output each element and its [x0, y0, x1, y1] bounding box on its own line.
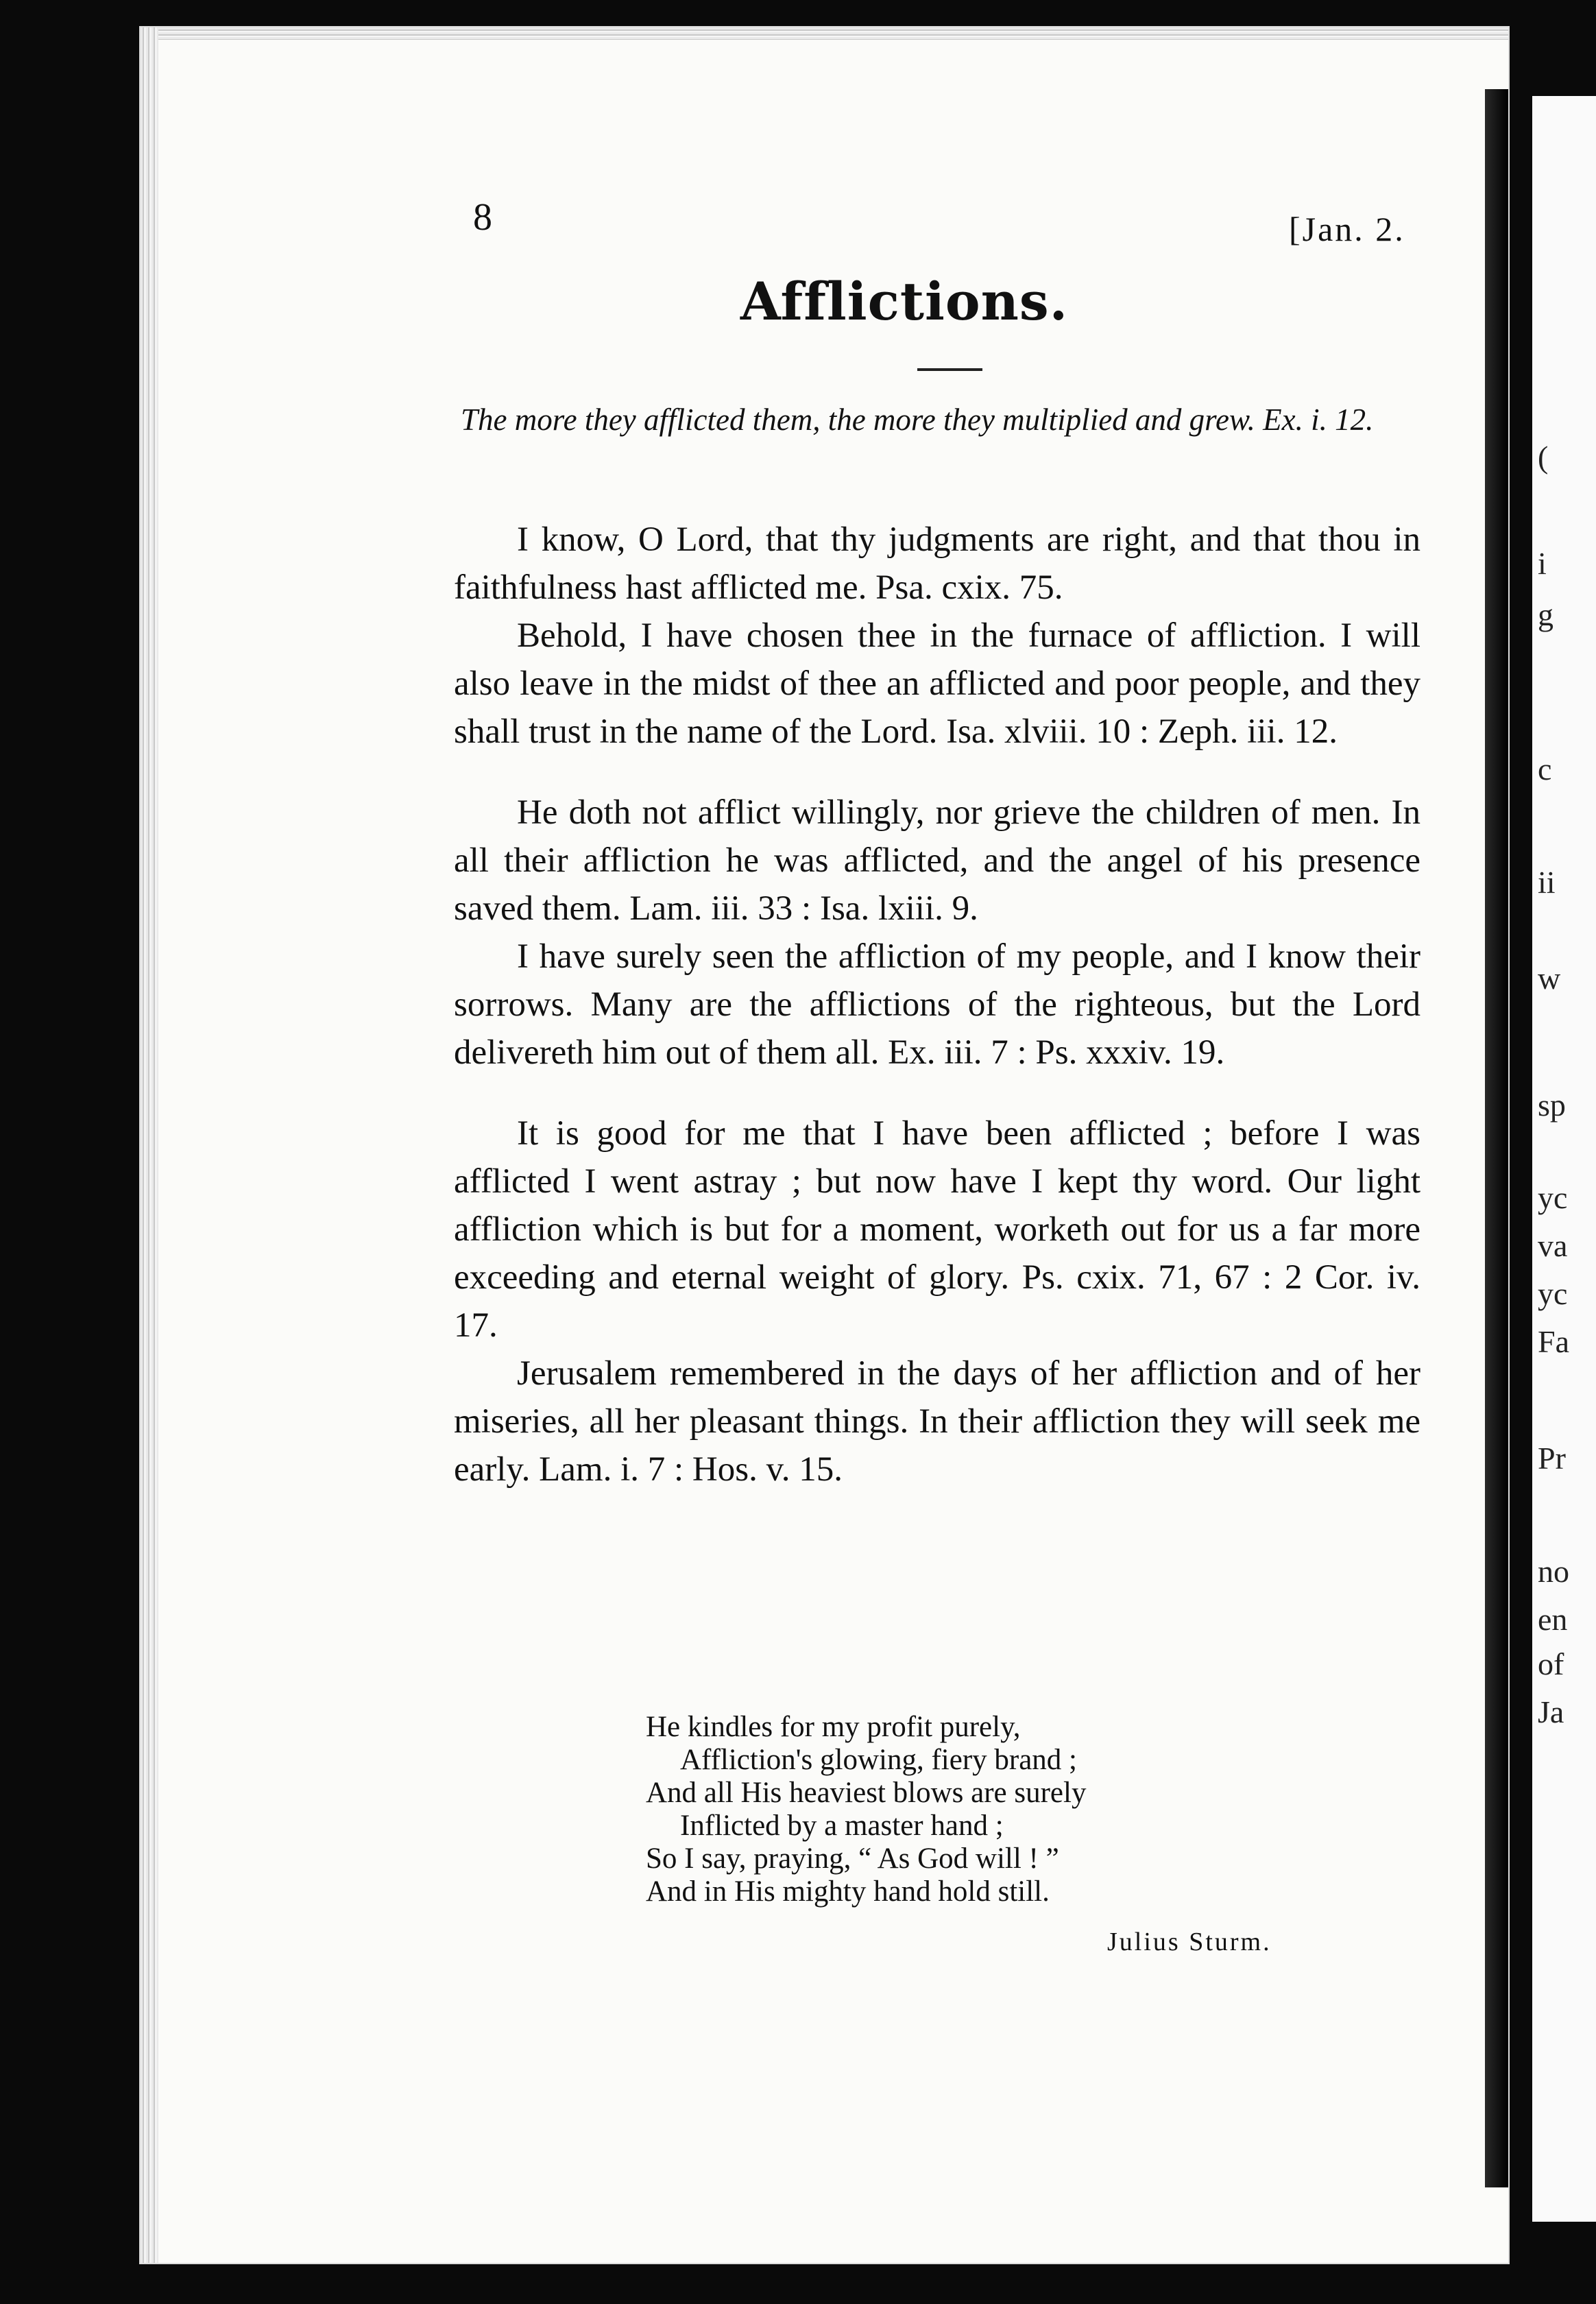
facing-page-fragment: of	[1538, 1646, 1564, 1681]
gutter-shadow	[1485, 89, 1508, 2187]
facing-page-fragment: no	[1538, 1554, 1569, 1589]
facing-page-fragment: ii	[1538, 865, 1556, 900]
facing-page-fragment: i	[1538, 546, 1547, 581]
facing-page-fragment: g	[1538, 597, 1553, 632]
poem-line: He kindles for my profit purely,	[646, 1711, 1021, 1743]
poem-line: And all His heaviest blows are surely	[646, 1777, 1087, 1809]
epigraph: The more they afflicted them, the more they multiplied and grew. Ex. i. 12.	[461, 403, 1374, 437]
page-edge-top	[141, 27, 1508, 40]
poem-line: And in His mighty hand hold still.	[646, 1875, 1050, 1908]
facing-page-edge	[1532, 96, 1596, 2222]
scripture-passages	[454, 516, 1420, 1493]
page-number: 8	[473, 196, 492, 239]
facing-page-fragment: va	[1538, 1228, 1568, 1263]
paragraph: It is good for me that I have been afflicted ; before I was afflicted I went astray ; but now have I kept thy word. Our light affliction which is but for a moment, worketh out for us a far more exceeding and eternal weight of glory. Ps. cxix. 71, 67 : 2 Cor. iv. 17.	[454, 1114, 1420, 1345]
running-head-date: [Jan. 2.	[1289, 210, 1405, 248]
page-title: Afflictions.	[740, 271, 1069, 332]
facing-page-fragment: Pr	[1538, 1441, 1566, 1476]
facing-page-fragment: en	[1538, 1602, 1568, 1637]
facing-page-fragment: sp	[1538, 1088, 1566, 1123]
title-rule	[917, 368, 982, 371]
paragraph: I have surely seen the affliction of my people, and I know their sorrows. Many are the afflictions of the righteous, but the Lord delivereth him out of them all. Ex. iii. 7 : Ps. xxxiv. 19.	[454, 937, 1420, 1072]
page-edge-left	[141, 27, 158, 2263]
facing-page-fragment: yc	[1538, 1276, 1568, 1311]
paragraph: He doth not afflict willingly, nor grieve the children of men. In all their affliction he was afflicted, and the angel of his presence saved them. Lam. iii. 33 : Isa. lxiii. 9.	[454, 793, 1420, 928]
poem-line: Inflicted by a master hand ;	[680, 1810, 1004, 1842]
facing-page-fragment: c	[1538, 752, 1552, 787]
facing-page-fragment: w	[1538, 961, 1561, 996]
facing-page-fragment: Ja	[1538, 1694, 1564, 1729]
facing-page-fragment: yc	[1538, 1180, 1568, 1215]
poem-line: Affliction's glowing, fiery brand ;	[680, 1744, 1077, 1776]
poem	[646, 1711, 1263, 1908]
poem-line: So I say, praying, “ As God will ! ”	[646, 1843, 1059, 1875]
poem-author: Julius Sturm.	[1107, 1928, 1272, 1956]
facing-page-fragment: Fa	[1538, 1324, 1569, 1359]
paragraph: Behold, I have chosen thee in the furnace of affliction. I will also leave in the midst of thee an afflicted and poor people, and they shall trust in the name of the Lord. Isa. xlviii. 10 : Zeph. iii. 12.	[454, 616, 1420, 751]
paragraph: I know, O Lord, that thy judgments are right, and that thou in faithfulness hast afflicted me. Psa. cxix. 75.	[454, 520, 1420, 607]
paragraph: Jerusalem remembered in the days of her affliction and of her miseries, all her pleasant things. In their affliction they will seek me early. Lam. i. 7 : Hos. v. 15.	[454, 1354, 1420, 1489]
facing-page-fragment: (	[1538, 440, 1549, 475]
